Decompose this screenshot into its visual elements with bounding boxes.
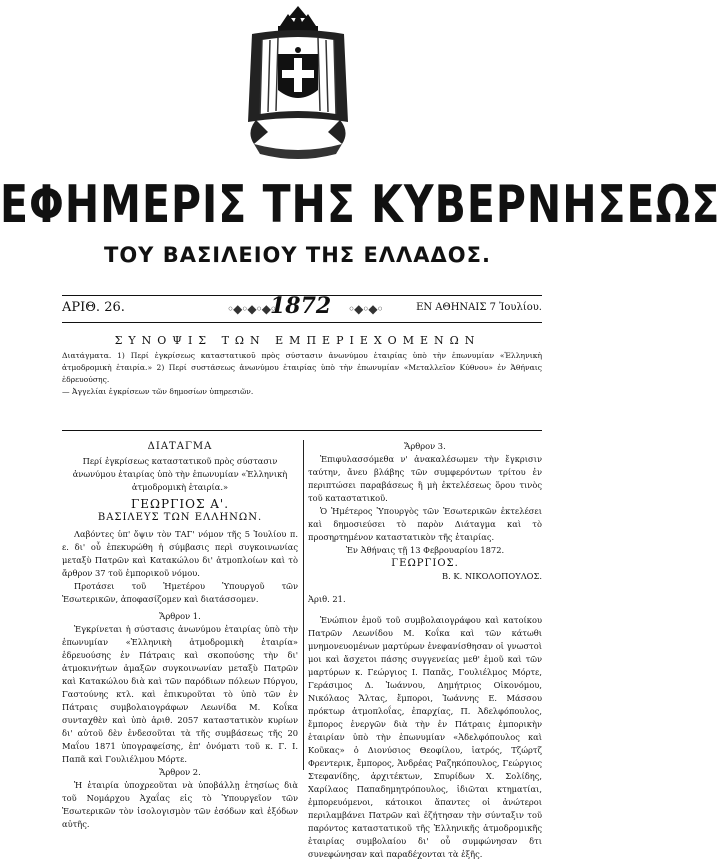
decree-proposal: Προτάσει τοῦ Ἡμετέρου Ὑπουργοῦ τῶν Ἐσωτερικῶν, ἀποφασίζομεν καὶ διατάσσομεν. — [62, 581, 298, 604]
article-heading: Ἄρθρον 2. — [159, 767, 201, 777]
issue-place-date: ΕΝ ΑΘΗΝΑΙΣ 7 Ἰουλίου. — [416, 302, 542, 313]
issue-info-row — [62, 293, 542, 321]
article-text: Ἡ ἑταιρία ὑποχρεοῦται νὰ ὑποβάλλῃ ἑτησίως διὰ τοῦ Νομάρχου Ἀχαΐας εἰς τὸ Ὑπουργεῖον τῶν Ἐσωτερικῶν τὸν ἰσολογισμὸν τῶν ἐσόδων καὶ ἐξόδων αὐτῆς. — [62, 780, 298, 829]
right-column — [308, 440, 542, 861]
article-heading: Ἄρθρον 3. — [404, 441, 446, 451]
header-rule-bottom — [62, 322, 542, 323]
gazette-subtitle: ΤΟΥ ΒΑΣΙΛΕΙΟΥ ΤΗΣ ΕΛΛΑΔΟΣ. — [104, 243, 491, 267]
toc-contents — [62, 350, 542, 398]
toc-rule — [62, 430, 542, 431]
column-divider — [303, 440, 304, 770]
execution-clause: Ὁ Ἡμέτερος Ὑπουργὸς τῶν Ἐσωτερικῶν ἐκτελέσει καὶ δημοσιεύσει τὸ παρὸν Διάταγμα καὶ τὸ προσηρτημένον καταστατικὸν τῆς ἑταιρίας. — [308, 506, 542, 542]
article-text: Ἐγκρίνεται ἡ σύστασις ἀνωνύμου ἑταιρίας ὑπὸ τὴν ἐπωνυμίαν «Ἑλληνικὴ ἀτμοδρομικὴ ἑταιρία» ἑδρευούσης ἐν Πάτραις καὶ σκοπούσης τὴν δι' ἀτμοκινήτων ἁμαξῶν συγκοινωνίαν μεταξὺ Πατρῶν καὶ Κατακώλου διὰ καὶ τῶν παρόδιων πόλεων Πύργου, Γαστούνης κτλ. καὶ ἐπικυροῦται τὸ ὑπὸ τῶν ἐν Πάτραις συμβολαιογράφων Λεωνίδα Μ. Κοΐκα συνταχθὲν καὶ ὑπὸ ἀριθ. 2057 καταστατικὸν κυρίων δι' αὐτοῦ δὲν ἐνδεσοῦται τὰ τῆς συμβάσεως τῆς 20 Μαΐου 1871 ὑπογραφείσης, ἐπ' ὀνόματι τοῦ κ. Γ. Ι. Παπᾶ καὶ Γουλιέλμου Μόρτε. — [62, 624, 298, 764]
gazette-title: ΕΦΗΜΕΡΙΣ ΤΗΣ ΚΥΒΕΡΝΗΣΕΩΣ — [0, 174, 720, 235]
statute-reference-number: Ἀριθ. 21. — [308, 594, 346, 604]
royal-coat-of-arms-emblem — [232, 4, 364, 166]
king-name: ΓΕΩΡΓΙΟΣ Α'. — [130, 497, 230, 511]
king-title: ΒΑΣΙΛΕΥΣ ΤΩΝ ΕΛΛΗΝΩΝ. — [97, 512, 263, 523]
ornament-left-icon: ◦◆◦◆◦◆◦ — [227, 302, 276, 316]
signature-minister: Β. Κ. ΝΙΚΟΛΟΠΟΥΛΟΣ. — [442, 571, 542, 581]
decree-date: Ἐν Ἀθήναις τῇ 13 Φεβρουαρίου 1872. — [345, 545, 505, 555]
toc-heading: ΣΥΝΟΨΙΣ ΤΩΝ ΕΜΠΕΡΙΕΧΟΜΕΝΩΝ — [114, 334, 481, 347]
left-column — [62, 440, 298, 831]
article-text: Ἐπιφυλασσόμεθα ν' ἀνακαλέσωμεν τὴν ἔγκρισιν ταύτην, ἄνευ βλάβης τῶν συμφερόντων τρίτου ἐν περιπτώσει παραβάσεως ἢ μὴ ἐκτελέσεως ὅρου τινὸς τοῦ καταστατικοῦ. — [308, 454, 542, 503]
toc-line: Διατάγματα. 1) Περί ἐγκρίσεως καταστατικοῦ πρὸς σύστασιν ἀνωνύμου ἑταιρίας ὑπὸ τὴν ἐπωνυμίαν «Ἑλληνικὴ ἀτμοδρομικὴ ἑταιρία.» 2) Περί συστάσεως ἀνωνύμου ἑταιρίας ὑπὸ τὴν ἐπωνυμίαν «Μεταλλεῖον Κύθνου» ἐν Ἀθήναις ἑδρευούσης. — [62, 351, 542, 384]
issue-number: ΑΡΙΘ. 26. — [62, 300, 125, 315]
decree-subject: Περί ἐγκρίσεως καταστατικοῦ πρὸς σύστασιν ἀνωνύμου ἑταιρίας ὑπὸ τὴν ἐπωνυμίαν «Ἑλληνικὴ ἀτμοδρομικὴ ἑταιρία.» — [72, 456, 288, 492]
statute-text: Ἐνώπιον ἐμοῦ τοῦ συμβολαιογράφου καὶ κατοίκου Πατρῶν Λεωνίδου Μ. Κοΐκα καὶ τῶν κάτωθι μνημονευομένων μαρτύρων ἐνεφανίσθησαν οἱ γνωστοὶ μοι καὶ ἄσχετοι πάσης συγγενείας μεθ' ἐμοῦ καὶ τῶν μαρτύρων κ. Γεώργιος Ι. Παπᾶς, Γουλιέλμος Μόρτε, Γεράσιμος Δ. Ἰωάννου, Δημήτριος Οἰκονόμου, Νικόλαος Ἄλτας, ἔμποροι, Ἰωάννης Ε. Μάσσου πρόκτωρ ἀτμοπλοΐας, ἐπαρχίας, Π. Ἀδελφόπουλος, ἔμπορος ἐνεργῶν διὰ τὴν ἐν Πάτραις ἐμπορικὴν ἑταιρίαν ὑπὸ τὴν ἐπωνυμίαν «Ἀδελφόπουλος καὶ Κοῦκας» ὁ Διονύσιος Θεοφίλου, ἰατρός, Τζώρτζ Φρεντερικ, ἔμπορος, Ἀνδρέας Ραζηκόπουλος, Γεώργιος Στεφανίδης, ἀρχιτέκτων, Σπυρίδων Χ. Σολίδης, Χαρίλαος Παπαδημητρόπουλος, ἰδιῶται κτηματίαι, ἐμπορευόμενοι, κάτοικοι ἅπαντες οἱ ἀνώτεροι περιλαμβάνει Πατρῶν καὶ ἐζήτησαν τὴν σύνταξιν τοῦ παρόντος καταστατικοῦ τῆς Ἑλληνικῆς ἀτμοδρομικῆς ἑταιρίας συμβολαίου δι' οὗ συμφώνησαν δτι συνεφώνησαν καὶ παραδέχονται τὰ ἑξῆς. — [308, 615, 542, 859]
issue-year: 1872 — [270, 293, 332, 319]
ornament-right-icon: ◦◆◦◆◦ — [348, 302, 383, 316]
article-heading: Ἄρθρον 1. — [159, 611, 201, 621]
decree-preamble: Λαβόντες ὑπ' ὄψιν τὸν ΤΑΓ' νόμον τῆς 5 Ἰουλίου π. ε. δι' οὗ ἐπεκυρώθη ἡ σύμβασις περὶ συγκοινωνίας μεταξὺ Πατρῶν καὶ Κατακώλου δι' ἀτμοπλοίων καὶ τὸ ἄρθρον 37 τοῦ ἐμπορικοῦ νόμου. — [62, 529, 298, 578]
signature-king: ΓΕΩΡΓΙΟΣ. — [391, 558, 459, 569]
decree-heading: ΔΙΑΤΑΓΜΑ — [147, 441, 213, 452]
toc-line: — Ἀγγελίαι ἐγκρίσεων τῶν δημοσίων ὑπηρεσιῶν. — [62, 387, 254, 396]
